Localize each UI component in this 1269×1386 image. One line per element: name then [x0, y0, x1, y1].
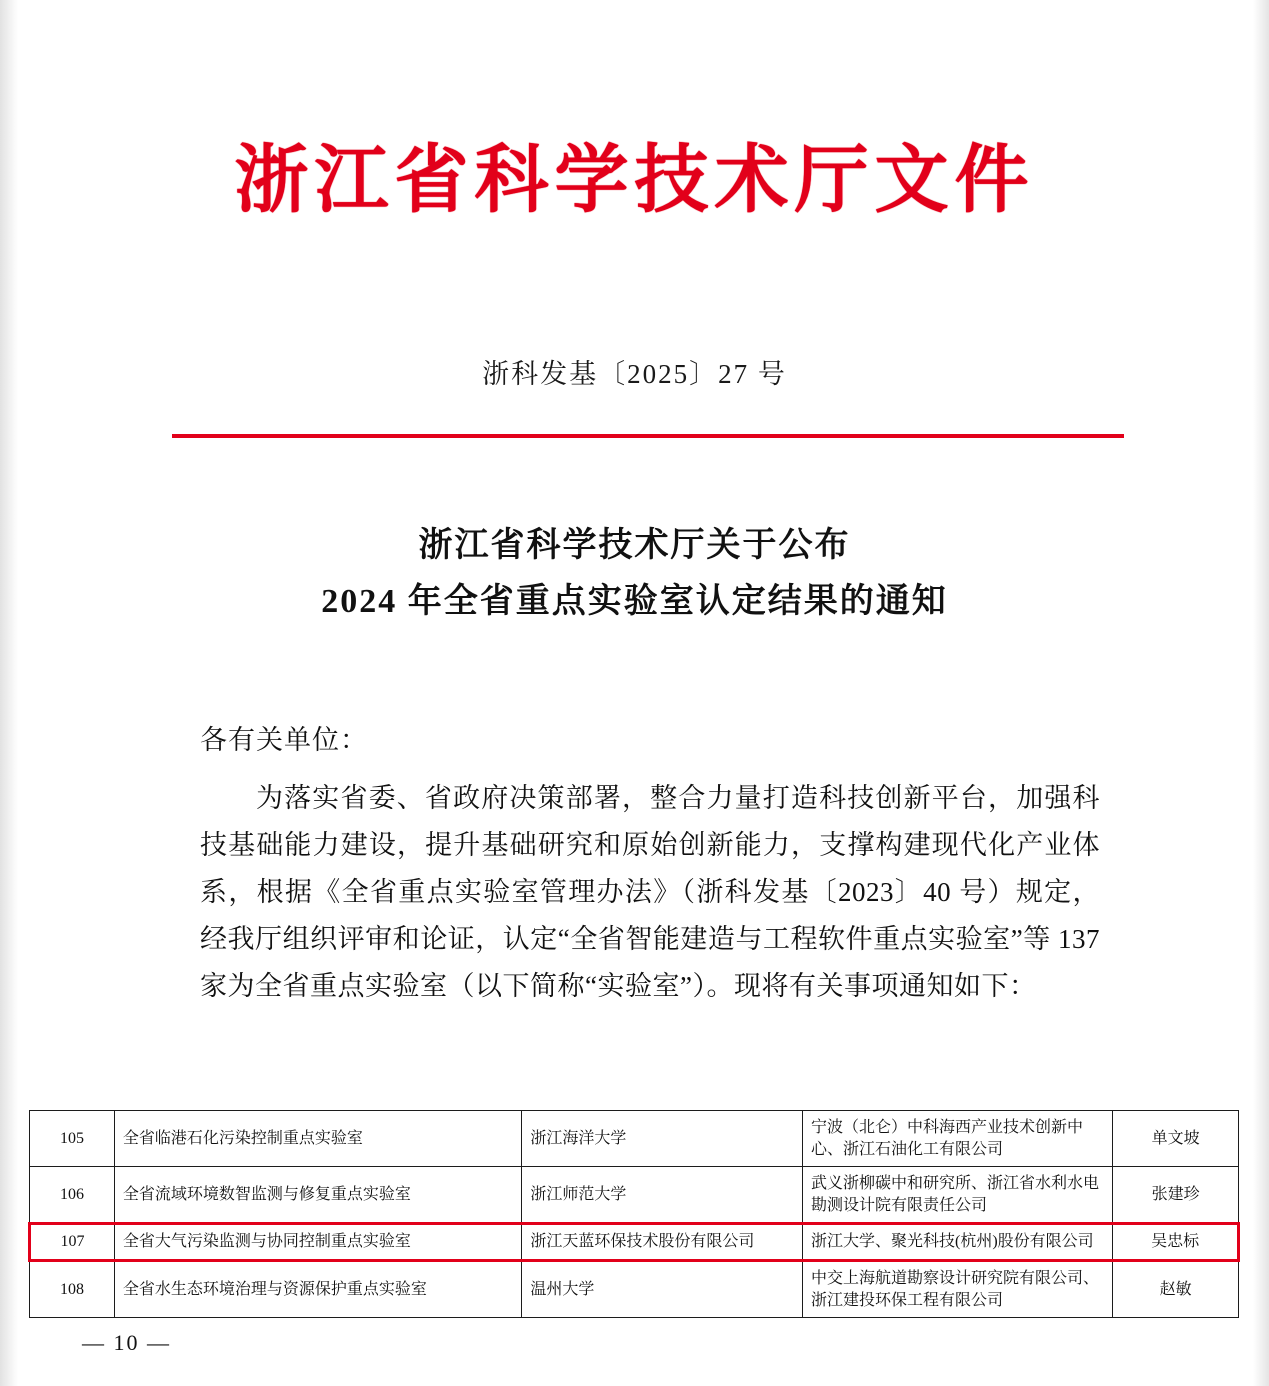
table-row: [30, 1111, 1239, 1167]
cell-lab-name: 全省临港石化污染控制重点实验室: [114, 1111, 521, 1167]
cell-host-unit: 浙江天蓝环保技术股份有限公司: [522, 1224, 803, 1261]
cell-cooperators: 中交上海航道勘察设计研究院有限公司、浙江建投环保工程有限公司: [802, 1260, 1112, 1317]
table-row: [30, 1260, 1239, 1317]
cell-person: 张建珍: [1113, 1167, 1239, 1224]
cell-no: 108: [30, 1260, 115, 1317]
cell-lab-name: 全省流域环境数智监测与修复重点实验室: [114, 1167, 521, 1224]
salutation: 各有关单位：: [200, 725, 368, 755]
table-body: [30, 1111, 1239, 1318]
cell-lab-name: 全省大气污染监测与协同控制重点实验室: [114, 1224, 521, 1261]
table-row-highlighted: [30, 1224, 1239, 1261]
cell-person: 赵敏: [1113, 1260, 1239, 1317]
body-paragraph: 为落实省委、省政府决策部署，整合力量打造科技创新平台，加强科技基础能力建设，提升基础研究和原始创新能力，支撑构建现代化产业体系，根据《全省重点实验室管理办法》（浙科发基〔2023〕40 号）规定，经我厅组织评审和论证，认定“全省智能建造与工程软件重点实验室”等 137 家为全省重点实验室（以下简称“实验室”）。现将有关事项通知如下：: [200, 783, 1100, 1001]
cell-person: 吴忠标: [1113, 1224, 1239, 1261]
red-divider: [172, 434, 1124, 438]
cell-no: 106: [30, 1167, 115, 1224]
cell-person: 单文坡: [1113, 1111, 1239, 1167]
cell-host-unit: 浙江师范大学: [522, 1167, 803, 1224]
cell-no: 105: [30, 1111, 115, 1167]
notice-title-line-1: 浙江省科学技术厅关于公布: [418, 527, 851, 564]
cell-host-unit: 温州大学: [522, 1260, 803, 1317]
document-number: 浙科发基〔2025〕27 号: [482, 359, 787, 389]
notice-title-line-2: 2024 年全省重点实验室认定结果的通知: [321, 583, 948, 621]
table-row: [30, 1167, 1239, 1224]
page-title: 浙江省科学技术厅文件: [234, 137, 1035, 223]
cell-cooperators: 宁波（北仑）中科海西产业技术创新中心、浙江石油化工有限公司: [802, 1111, 1112, 1167]
lab-list-table: [28, 1110, 1240, 1318]
cell-host-unit: 浙江海洋大学: [522, 1111, 803, 1167]
cell-cooperators: 浙江大学、聚光科技(杭州)股份有限公司: [802, 1224, 1112, 1261]
cell-no: 107: [30, 1224, 115, 1261]
cell-lab-name: 全省水生态环境治理与资源保护重点实验室: [114, 1260, 521, 1317]
notice-title: [0, 518, 1269, 630]
page-number: — 10 —: [82, 1330, 171, 1355]
cell-cooperators: 武义浙柳碳中和研究所、浙江省水利水电勘测设计院有限责任公司: [802, 1167, 1112, 1224]
